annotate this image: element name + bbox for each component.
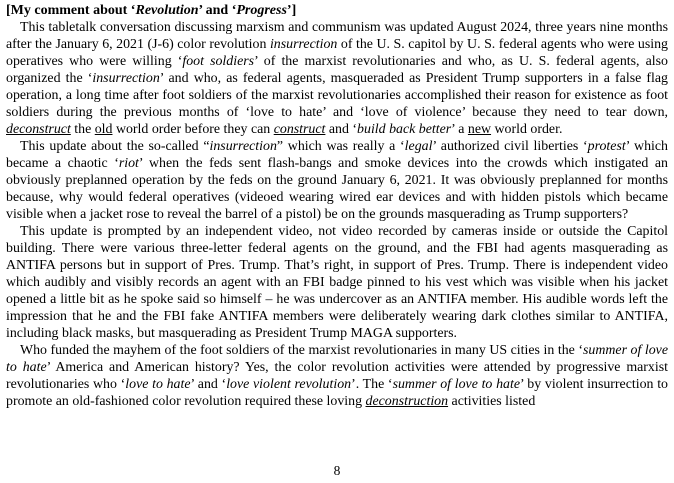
p1-underlined-deconstruct: deconstruct <box>6 122 71 137</box>
heading-suffix: ’] <box>286 3 297 18</box>
p2-text-2: ” which was really a ‘ <box>276 139 405 154</box>
p4-text-3: ’ and ‘ <box>190 377 227 392</box>
p2-text-3: ’ authorized civil liberties ‘ <box>432 139 588 154</box>
p2-text-4: ’ which became a chaotic ‘ <box>6 139 668 171</box>
p4-text-6: activities listed <box>448 394 536 409</box>
p1-text-3: ’ of the marxist revolutionaries and who, as U. S. federal agents, also organized the ‘ <box>6 54 668 86</box>
p1-text-8: ’ a <box>451 122 468 137</box>
paragraph-2 <box>6 138 668 223</box>
p4-text-5: ’ by violent insurrection to promote an old-fashioned color revolution required these loving <box>6 377 668 409</box>
paragraph-3: This update is prompted by an independent video, not video recorded by cameras inside or outside the Capitol building. There were various three-letter federal agents on the ground, and the FBI had agents masquerading as ANTIFA persons but in support of Pres. Trump. That’s right, in support of Pres. Trump. There is independent video which audibly and visibly records an agent with an FBI badge pinned to his vest which was visible when his jacket opened a little bit as he spoke said so himself – he was undercover as an ANTIFA member. His audible words left the impression that he and the FBI fake ANTIFA members were deliberately wearing dark clothes similar to ANTIFA, including black masks, but masquerading as President Trump MAGA supporters. <box>6 224 668 341</box>
p4-underlined-deconstruction: deconstruction <box>365 394 449 409</box>
section-heading <box>6 2 668 19</box>
p4-text-2: ’ America and American history? Yes, the color revolution activities were attended by progressive marxist revolutionaries who ‘ <box>6 360 668 392</box>
paragraph-4 <box>6 342 668 410</box>
p2-italic-legal: legal <box>404 139 433 154</box>
heading-word-revolution: Revolution <box>135 3 199 18</box>
heading-mid: ’ and ‘ <box>198 3 237 18</box>
p4-text-1: Who funded the mayhem of the foot soldiers of the marxist revolutionaries in many US cities in the ‘ <box>20 343 583 358</box>
p2-text-5: ’ when the feds sent flash-bangs and smoke devices into the crowds which instigated an obviously preplanned operation by the feds on the ground January 6, 2021. It was obviously preplanned for months because, why would federal operatives (videoed wearing wired ear devices and with hidden pistols which became visible when a jacket rose to reveal the barrel of a pistol) be on the grounds masquerading as Trump supporters? <box>6 156 668 222</box>
p1-text-7: and ‘ <box>325 122 358 137</box>
p1-text-1: This tabletalk conversation discussing marxism and communism was updated August 2024, three years nine months after the January 6, 2021 (J-6) color revolution <box>6 20 668 52</box>
p4-italic-love-violent-revolution: love violent revolution <box>226 377 352 392</box>
p2-italic-riot: riot <box>118 156 139 171</box>
paragraph-1 <box>6 19 668 138</box>
p1-italic-build-back-better: build back better <box>357 122 452 137</box>
p4-italic-summer-of-love-to-hate-2: summer of love to hate <box>392 377 520 392</box>
p1-underlined-construct: construct <box>273 122 326 137</box>
p1-text-9: world order. <box>491 122 563 137</box>
heading-prefix: [My comment about ‘ <box>6 3 136 18</box>
p1-text-6: world order before they can <box>112 122 274 137</box>
p2-italic-insurrection: insurrection <box>209 139 277 154</box>
p4-italic-summer-of-love-to-hate: summer of love to hate <box>6 343 668 375</box>
p1-underlined-new: new <box>467 122 492 137</box>
p1-text-5: the <box>70 122 95 137</box>
p2-text-1: This update about the so-called “ <box>20 139 210 154</box>
p1-italic-foot-soldiers: foot soldiers <box>182 54 255 69</box>
document-page <box>6 0 668 410</box>
p1-italic-insurrection-2: insurrection <box>92 71 160 86</box>
p4-italic-love-to-hate: love to hate <box>125 377 191 392</box>
p4-text-4: ’. The ‘ <box>351 377 393 392</box>
p2-italic-protest: protest <box>587 139 626 154</box>
heading-word-progress: Progress <box>236 3 287 18</box>
p1-text-2: of the U. S. capitol by U. S. federal agents who were using operatives who were willing ‘ <box>6 37 668 69</box>
p1-text-4: ’ and who, as federal agents, masqueraded as President Trump supporters in a false flag operation, a long time after foot soldiers of the marxist revolutionaries accomplished their reason for existence as foot soldiers during the previous months of ‘love to hate’ and ‘love of violence’ because they need to tear down, <box>6 71 668 120</box>
p1-underlined-old: old <box>94 122 113 137</box>
p1-italic-insurrection: insurrection <box>269 37 338 52</box>
page-number: 8 <box>333 463 341 478</box>
